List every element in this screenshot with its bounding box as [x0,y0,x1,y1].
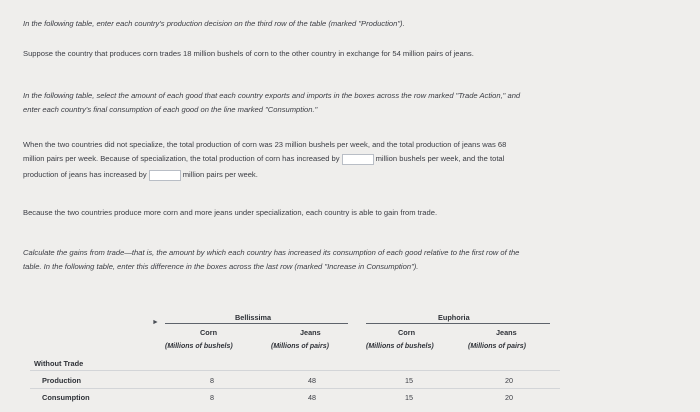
euphoria-corn-header: Corn [398,328,416,337]
row-label-without-trade: Without Trade [34,359,84,368]
production-bellissima-jeans: 48 [308,376,316,385]
consumption-bellissima-jeans: 48 [308,393,316,402]
country-bellissima-header: Bellissima [235,313,272,322]
production-bellissima-corn: 8 [210,376,214,385]
instruction-trade-action-1: In the following table, select the amount of each good that each country exports and imports in the boxes across the row marked "Trade Action," and [23,91,521,100]
row-label-production: Production [42,376,82,385]
consumption-euphoria-corn: 15 [405,393,413,402]
row-divider [30,388,560,389]
euphoria-corn-unit: (Millions of bushels) [366,343,434,350]
specialization-text-3 [23,168,258,182]
specialization-text-2a: million pairs per week. Because of specialization, the total production of corn has increased by [23,154,340,163]
calculate-gains-text-1: Calculate the gains from trade—that is, the amount by which each country has increased its consumption of each good relative to the first row of the [23,248,520,257]
consumption-bellissima-corn: 8 [210,393,214,402]
euphoria-header-line [366,323,550,324]
bellissima-jeans-header: Jeans [300,328,321,337]
euphoria-jeans-unit: (Millions of pairs) [468,343,526,350]
specialization-text-3b: million pairs per week. [182,170,258,179]
specialization-text-3a: production of jeans has increased by [23,170,147,179]
production-euphoria-jeans: 20 [505,376,513,385]
instruction-trade-terms: Suppose the country that produces corn trades 18 million bushels of corn to the other country in exchange for 54 million pairs of jeans. [23,49,474,58]
country-euphoria-header: Euphoria [438,313,470,322]
specialization-text-2b: million bushels per week, and the total [375,154,505,163]
bellissima-jeans-unit: (Millions of pairs) [271,343,329,350]
production-euphoria-corn: 15 [405,376,413,385]
gain-from-trade-text: Because the two countries produce more corn and more jeans under specialization, each country is able to gain from trade. [23,208,438,217]
bellissima-corn-unit: (Millions of bushels) [165,343,233,350]
bellissima-corn-header: Corn [200,328,218,337]
specialization-text-1: When the two countries did not specialize, the total production of corn was 23 million bushels per week, and the total production of jeans was 68 [23,140,507,149]
consumption-euphoria-jeans: 20 [505,393,513,402]
calculate-gains-text-2: table. In the following table, enter this difference in the boxes across the last row (marked "Increase in Consumption"). [23,262,419,271]
corn-increase-input[interactable] [342,154,374,165]
row-label-consumption: Consumption [42,393,90,402]
jeans-increase-input[interactable] [149,170,181,181]
row-divider [30,370,560,371]
bellissima-header-line [165,323,348,324]
euphoria-jeans-header: Jeans [496,328,517,337]
arrow-icon: ► [152,319,159,326]
instruction-trade-action-2: enter each country's final consumption of each good on the line marked "Consumption." [23,105,318,114]
instruction-production: In the following table, enter each country's production decision on the third row of the table (marked "Production"). [23,19,405,28]
specialization-text-2 [23,152,504,166]
